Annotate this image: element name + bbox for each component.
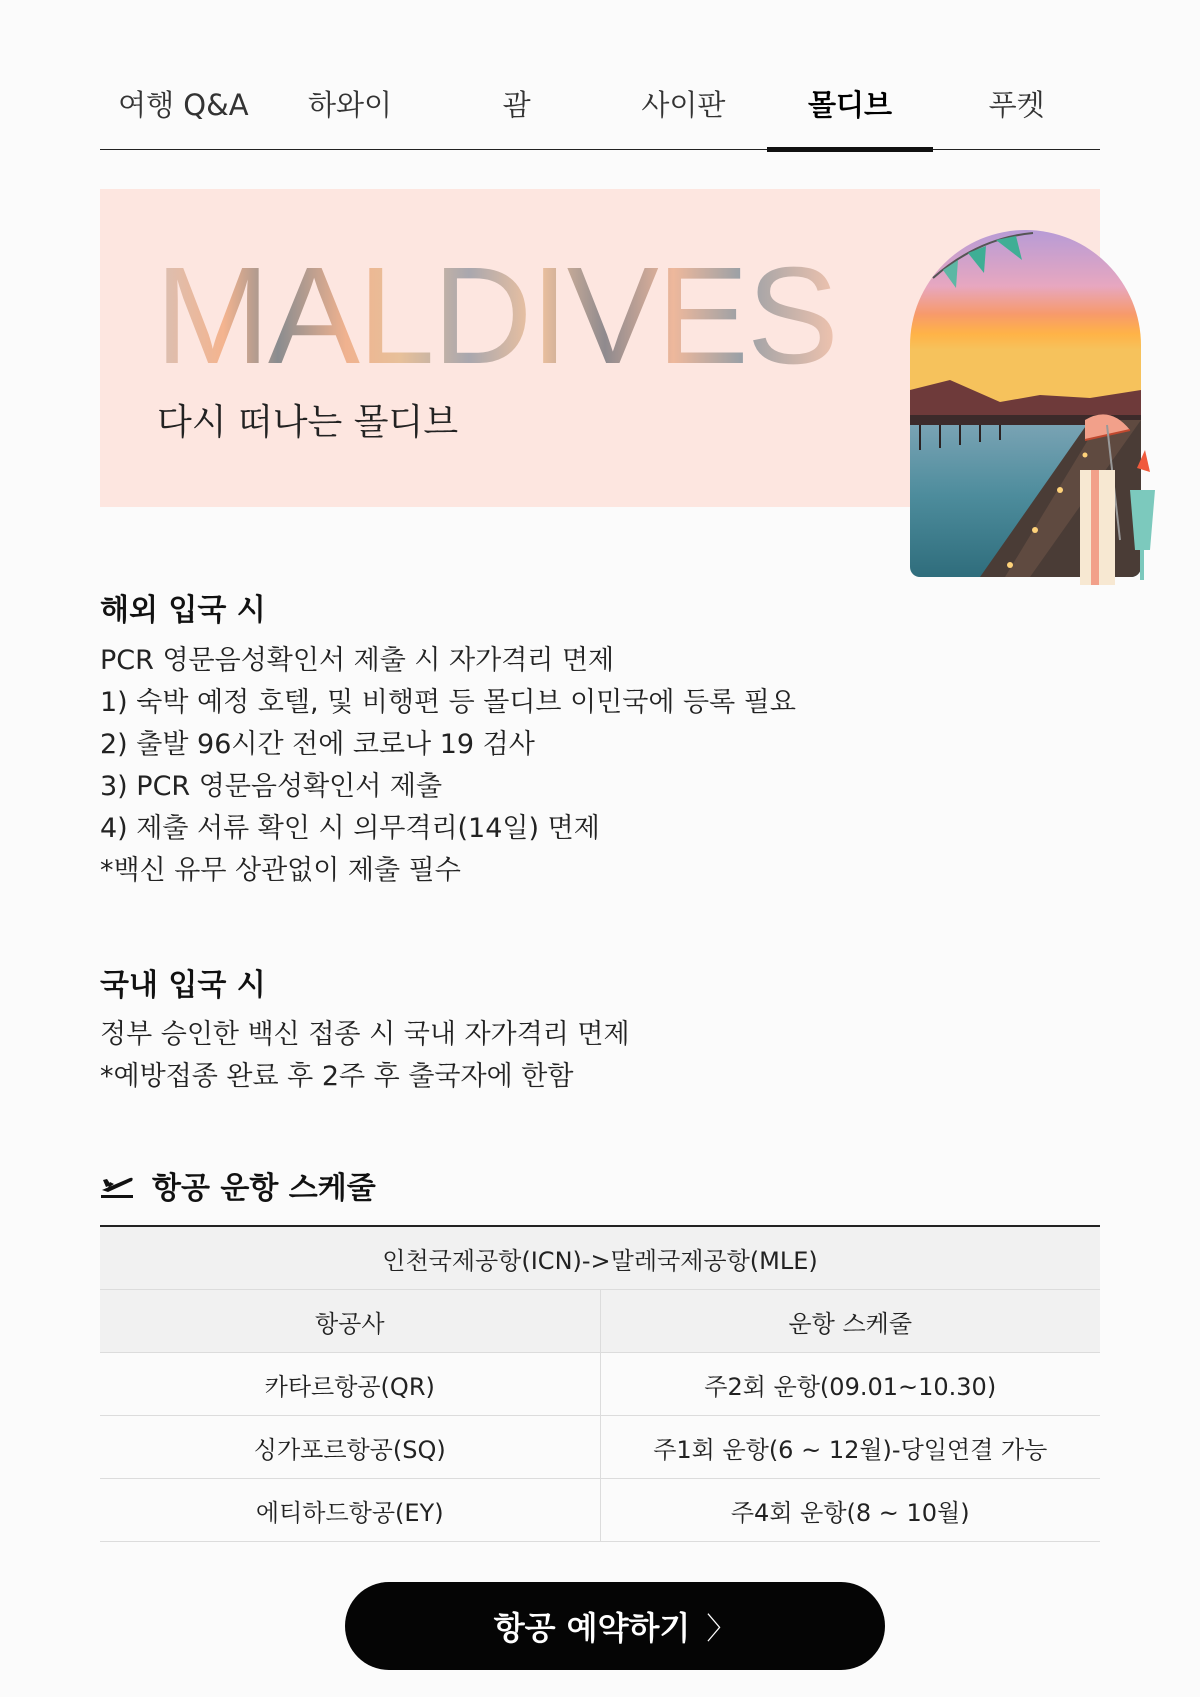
book-flight-label: 항공 예약하기 — [493, 1609, 691, 1647]
schedule-cell: 주2회 운항(09.01~10.30) — [600, 1353, 1101, 1415]
route-label: 인천국제공항(ICN)->말레국제공항(MLE) — [382, 1246, 818, 1275]
overseas-entry-list — [100, 640, 796, 892]
domestic-entry-list — [100, 1014, 630, 1098]
tab-phuket[interactable]: 푸켓 — [988, 88, 1045, 122]
list-item: 1) 숙박 예정 호텔, 및 비행편 등 몰디브 이민국에 등록 필요 — [100, 687, 796, 718]
airline-cell: 싱가포르항공(SQ) — [253, 1435, 446, 1464]
banner-subtitle: 다시 떠나는 몰디브 — [157, 402, 459, 443]
flight-schedule-title: 항공 운항 스케줄 — [152, 1171, 376, 1206]
tab-saipan[interactable]: 사이판 — [641, 88, 726, 122]
schedule-cell: 주1회 운항(6 ~ 12월)-당일연결 가능 — [600, 1416, 1101, 1478]
tab-travel-qa[interactable]: 여행 Q&A — [118, 88, 249, 122]
schedule-cell: 주4회 운항(8 ~ 10월) — [600, 1479, 1101, 1541]
destination-tabs — [100, 70, 1100, 150]
overseas-entry-title: 해외 입국 시 — [100, 593, 266, 628]
drinks-decoration-icon — [1075, 410, 1165, 585]
tab-maldives[interactable]: 몰디브 — [767, 70, 934, 149]
airline-cell: 카타르항공(QR) — [264, 1372, 435, 1401]
route-row — [100, 1227, 1100, 1290]
chevron-right-icon: 〉 — [706, 1612, 737, 1647]
table-header-row — [100, 1290, 1100, 1353]
table-row — [100, 1416, 1100, 1479]
list-item: 정부 승인한 백신 접종 시 국내 자가격리 면제 — [100, 1019, 630, 1050]
list-item: 2) 출발 96시간 전에 코로나 19 검사 — [100, 729, 535, 760]
banner-title: MALDIVES — [155, 239, 837, 393]
header-airline: 항공사 — [314, 1309, 385, 1338]
table-row — [100, 1353, 1100, 1416]
bunting-decoration-icon — [928, 228, 1038, 298]
list-item: *백신 유무 상관없이 제출 필수 — [100, 855, 461, 886]
list-item: *예방접종 완료 후 2주 후 출국자에 한함 — [100, 1061, 574, 1092]
flight-schedule-heading — [100, 1163, 376, 1207]
list-item: PCR 영문음성확인서 제출 시 자가격리 면제 — [100, 645, 615, 676]
tab-guam[interactable]: 괌 — [502, 88, 531, 122]
domestic-entry-title: 국내 입국 시 — [100, 968, 266, 1003]
flight-schedule-table — [100, 1225, 1100, 1542]
airplane-takeoff-icon — [100, 1172, 134, 1198]
list-item: 4) 제출 서류 확인 시 의무격리(14일) 면제 — [100, 813, 600, 844]
airline-cell: 에티하드항공(EY) — [255, 1498, 444, 1527]
list-item: 3) PCR 영문음성확인서 제출 — [100, 771, 443, 802]
tab-hawaii[interactable]: 하와이 — [307, 88, 393, 122]
header-schedule: 운항 스케줄 — [600, 1290, 1101, 1352]
table-row — [100, 1479, 1100, 1542]
book-flight-button[interactable] — [345, 1582, 885, 1670]
